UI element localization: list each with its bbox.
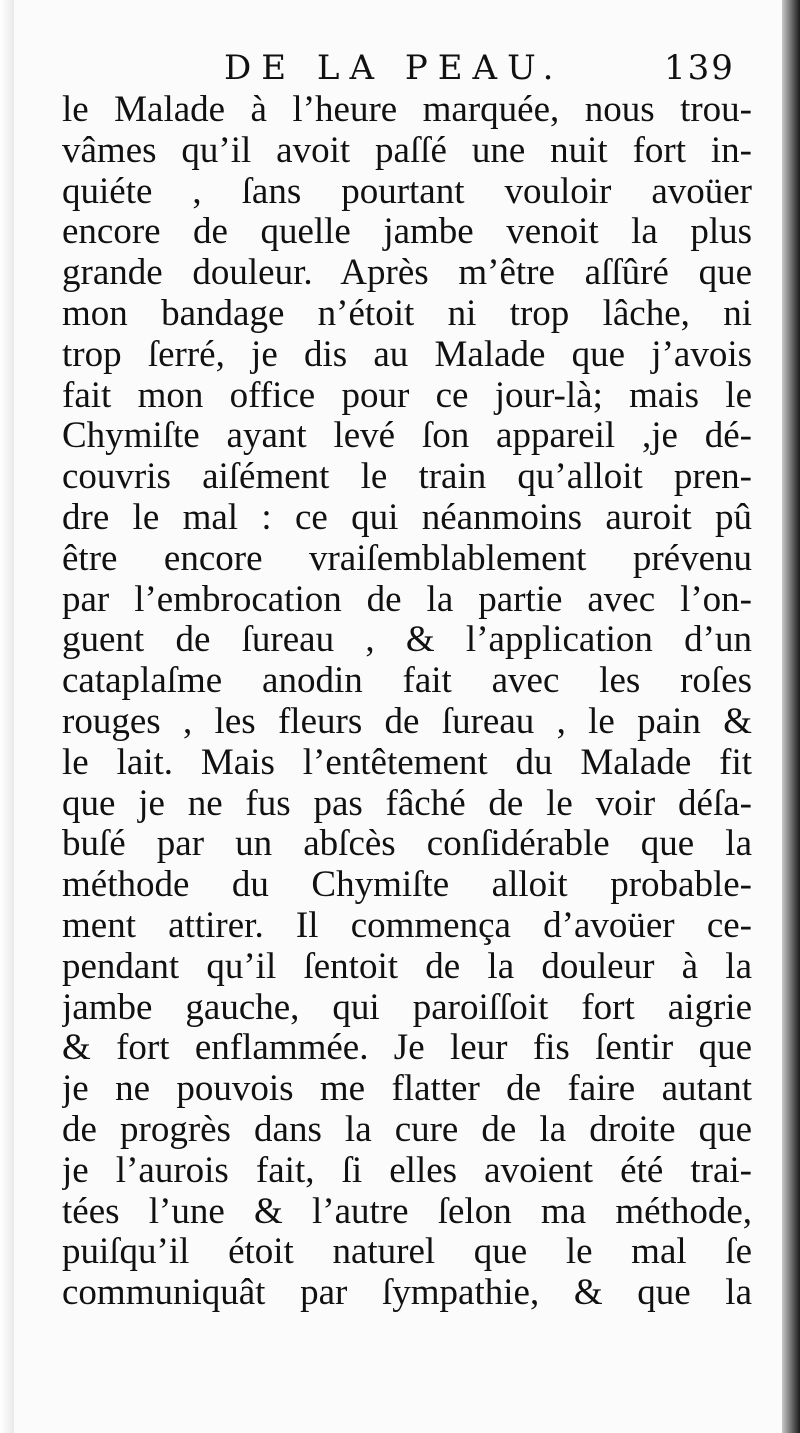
text-line: pendant qu’il ſentoit de la douleur à la — [62, 946, 752, 987]
text-line: vâmes qu’il avoit paſſé une nuit fort in- — [62, 130, 752, 171]
text-line: cataplaſme anodin fait avec les roſes — [62, 661, 752, 702]
text-line: buſé par un abſcès conſidérable que la — [62, 824, 752, 865]
body-text — [62, 90, 752, 1314]
text-line: grande douleur. Après m’être aſſûré que — [62, 253, 752, 294]
text-line: méthode du Chymiſte alloit probable- — [62, 865, 752, 906]
text-line: quiéte , ſans pourtant vouloir avoüer — [62, 171, 752, 212]
text-line: le Malade à l’heure marquée, nous trou- — [62, 90, 752, 130]
text-line: mon bandage n’étoit ni trop lâche, ni — [62, 293, 752, 334]
text-line: par l’embrocation de la partie avec l’on- — [62, 579, 752, 620]
running-head: DE LA PEAU. — [224, 48, 564, 88]
page-number: 139 — [664, 48, 735, 88]
text-line: fait mon office pour ce jour-là; mais le — [62, 375, 752, 416]
text-line: être encore vraiſemblablement prévenu — [62, 538, 752, 579]
text-line: je l’aurois fait, ſi elles avoient été trai- — [62, 1150, 752, 1191]
text-line: puiſqu’il étoit naturel que le mal ſe — [62, 1232, 752, 1273]
text-line: trop ſerré, je dis au Malade que j’avois — [62, 334, 752, 375]
text-line: que je ne fus pas fâché de le voir déſa- — [62, 783, 752, 824]
text-line: communiquât par ſympathie, & que la — [62, 1273, 752, 1314]
text-line: encore de quelle jambe venoit la plus — [62, 212, 752, 253]
text-line: & fort enflammée. Je leur fis ſentir que — [62, 1028, 752, 1069]
text-line: jambe gauche, qui paroiſſoit fort aigrie — [62, 987, 752, 1028]
page-edge-left — [0, 0, 14, 1433]
text-line: de progrès dans la cure de la droite que — [62, 1109, 752, 1150]
text-line: couvris aiſément le train qu’alloit pren- — [62, 457, 752, 498]
text-line: je ne pouvois me flatter de faire autant — [62, 1069, 752, 1110]
text-line: Chymiſte ayant levé ſon appareil ,je dé- — [62, 416, 752, 457]
text-line: rouges , les fleurs de ſureau , le pain & — [62, 701, 752, 742]
page-edge-right-shadow — [782, 0, 800, 1433]
text-line: le lait. Mais l’entêtement du Malade fit — [62, 742, 752, 783]
text-line: ment attirer. Il commença d’avoüer ce- — [62, 905, 752, 946]
text-line: tées l’une & l’autre ſelon ma méthode, — [62, 1191, 752, 1232]
text-line: guent de ſureau , & l’application d’un — [62, 620, 752, 661]
text-line: dre le mal : ce qui néanmoins auroit pû — [62, 497, 752, 538]
book-page — [14, 0, 782, 1433]
